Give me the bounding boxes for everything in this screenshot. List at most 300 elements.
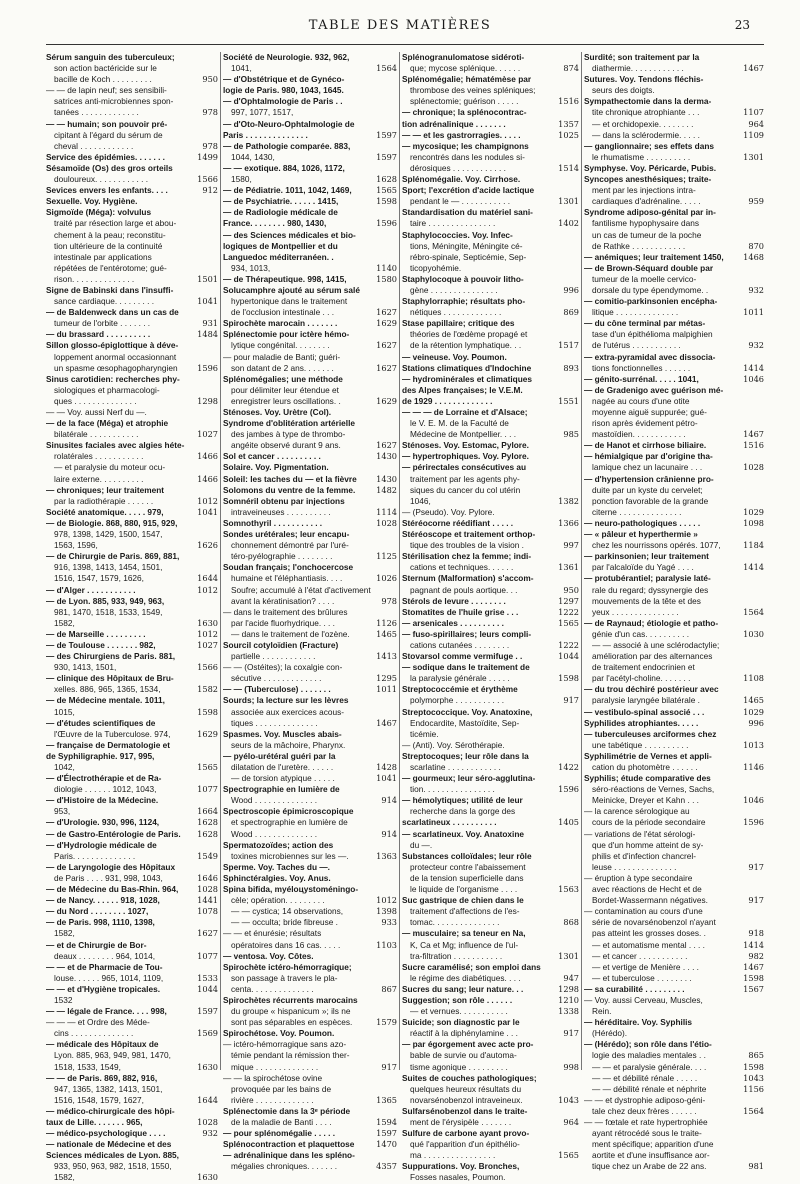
entry-text: — d'Urologie. 930, 996, 1124, <box>46 817 160 828</box>
index-entry <box>223 141 397 152</box>
entry-text: rencontrés dans les nodules si- <box>410 151 525 162</box>
entry-text: — de Médecine du Bas-Rhin. 964, <box>46 884 179 895</box>
entry-page-ref: 1629 <box>376 318 397 329</box>
entry-text: logie des maladies mentales . . <box>592 1050 706 1061</box>
entry-page-ref: 1043 <box>558 1094 579 1105</box>
entry-text: paralysie laryngée bilatérale . <box>592 695 700 706</box>
index-entry <box>223 1095 397 1106</box>
index-entry <box>402 917 579 928</box>
entry-page-ref: 1566 <box>197 174 218 185</box>
index-entry <box>402 862 579 873</box>
entry-page-ref: 1103 <box>376 939 397 950</box>
entry-page-ref: 1402 <box>558 218 579 229</box>
entry-page-ref: 1414 <box>743 939 764 950</box>
entry-text: Streptococcémie et érythème <box>402 684 518 695</box>
entry-text: — — et de Pharmacie de Tou- <box>46 961 163 972</box>
index-entry <box>46 130 218 141</box>
index-entry <box>402 806 579 817</box>
entry-page-ref: 1414 <box>743 562 764 573</box>
entry-page-ref: 1028 <box>197 884 218 895</box>
entry-text: — d'Oto-Neuro-Ophtalmologie de <box>223 118 355 129</box>
entry-text: — de Gradenigo avec guérison mé- <box>584 384 724 395</box>
index-entry <box>223 1006 397 1017</box>
index-entry <box>402 973 579 984</box>
entry-text: par la radiothérapie . . . . . . <box>54 495 154 506</box>
entry-text: témie pendant la rémission ther- <box>231 1050 350 1061</box>
index-entry <box>402 174 579 185</box>
index-entry <box>46 407 218 418</box>
entry-text: tion ultérieure de la continuité <box>54 240 163 251</box>
index-entry <box>46 340 218 351</box>
index-entry <box>46 85 218 96</box>
entry-text: — et cancer . . . . . . . . . . . <box>592 950 688 961</box>
index-entry <box>402 540 579 551</box>
entry-text: — pour maladie de Banti; guéri- <box>223 351 341 362</box>
entry-text: — et de Chirurgie de Bor- <box>46 939 147 950</box>
index-entry <box>584 385 764 396</box>
entry-text: — — — et Ordre des Méde- <box>46 1017 150 1028</box>
entry-text: Endocardite, Mastoïdite, Sep- <box>410 717 520 728</box>
index-entry <box>46 352 218 363</box>
index-columns <box>46 52 764 1183</box>
index-entry <box>223 884 397 895</box>
entry-text: mouvements de la tête et des <box>592 595 701 606</box>
entry-text: Lyon. 885, 963, 949, 981, 1470, <box>54 1050 171 1061</box>
index-entry <box>223 1106 397 1117</box>
index-entry <box>584 374 764 385</box>
entry-text: 934, 1013, <box>231 262 271 273</box>
index-entry <box>402 1006 579 1017</box>
entry-text: scarlatine . . . . . . . . . . . . <box>410 762 501 772</box>
index-entry <box>402 152 579 163</box>
index-entry <box>46 751 218 762</box>
entry-text: Sciences médicales de Lyon. 885, <box>46 1150 179 1161</box>
index-entry <box>223 363 397 374</box>
index-entry <box>584 363 764 374</box>
index-entry <box>402 551 579 562</box>
entry-text: — de torsion atypique . . . . . <box>231 773 335 784</box>
entry-text: avant la kératinisation? . . . . <box>231 595 335 606</box>
entry-text: — — exotique. 884, 1026, 1172, <box>223 162 345 173</box>
entry-text: tumeur de la moelle cervico- <box>592 273 697 284</box>
entry-text: — (Pseudo). Voy. Pylore. <box>402 506 495 517</box>
index-entry <box>223 241 397 252</box>
index-entry <box>223 440 397 451</box>
entry-text: — française de Dermatologie et <box>46 739 171 750</box>
index-entry <box>46 152 218 163</box>
index-entry <box>46 119 218 130</box>
entry-text: par l'acétyl-choline. . . . . . . <box>592 673 691 684</box>
entry-page-ref: 978 <box>202 107 218 118</box>
index-entry <box>223 1161 397 1172</box>
index-entry <box>584 1017 764 1028</box>
index-entry <box>584 751 764 762</box>
entry-text: 1582, <box>54 1172 75 1183</box>
index-entry <box>584 329 764 340</box>
entry-text: Sternum (Malformation) s'accom- <box>402 573 534 584</box>
entry-text: Soleil: les taches du — et la fièvre <box>223 473 357 484</box>
index-entry <box>46 241 218 252</box>
index-entry <box>584 440 764 451</box>
index-entry <box>584 119 764 130</box>
index-entry <box>584 629 764 640</box>
entry-text: centa. . . . . . . . . . . . . . <box>231 983 314 994</box>
column-divider <box>399 52 400 1070</box>
index-entry <box>223 107 397 118</box>
index-entry <box>402 995 579 1006</box>
index-entry <box>46 862 218 873</box>
entry-page-ref: 1579 <box>376 1017 397 1028</box>
entry-page-ref: 914 <box>381 795 397 806</box>
entry-text: cours de la période secondaire <box>592 817 706 828</box>
entry-text: — de Pathologie comparée. 883, <box>223 140 351 151</box>
index-entry <box>402 629 579 640</box>
index-entry <box>584 940 764 951</box>
entry-text: — ganglionnaire; ses effets dans <box>584 140 715 151</box>
entry-text: ment par les injections intra- <box>592 185 696 196</box>
entry-text: — la carence sérologique au <box>584 806 690 817</box>
index-entry <box>46 485 218 496</box>
entry-text: deaux . . . . . . . . 964, 1014, <box>54 950 156 961</box>
entry-text: cardiaques d'adrénaline. . . . . <box>592 196 701 207</box>
entry-text: Bordet-Wassermann négatives. <box>592 895 708 906</box>
index-entry <box>584 396 764 407</box>
entry-page-ref: 1644 <box>197 1094 218 1105</box>
entry-page-ref: 1146 <box>743 762 764 772</box>
index-entry <box>46 1062 218 1073</box>
entry-text: — médico-chirurgicale des hôpi- <box>46 1105 175 1116</box>
index-entry <box>223 607 397 618</box>
index-entry <box>46 1039 218 1050</box>
entry-page-ref: 1565 <box>558 617 579 628</box>
index-entry <box>46 374 218 385</box>
entry-text: — d'Électrothérapie et de Ra- <box>46 773 162 784</box>
index-entry <box>46 618 218 629</box>
index-entry <box>584 174 764 185</box>
index-entry <box>402 884 579 895</box>
index-entry <box>223 640 397 651</box>
entry-text: Soudan français; l'onchocercose <box>223 562 354 573</box>
index-entry <box>223 940 397 951</box>
index-entry <box>46 307 218 318</box>
entry-page-ref: 1398 <box>376 906 397 917</box>
index-entry <box>46 1161 218 1172</box>
entry-page-ref: 1301 <box>558 196 579 207</box>
index-entry <box>402 507 579 518</box>
index-entry <box>223 252 397 263</box>
index-entry <box>584 207 764 218</box>
entry-page-ref: 1363 <box>376 850 397 861</box>
entry-text: — de la face (Méga) et atrophie <box>46 418 169 429</box>
index-entry <box>46 396 218 407</box>
entry-text: Splénomégalies; une méthode <box>223 373 343 384</box>
entry-page-ref: 1580 <box>376 273 397 284</box>
entry-text: Solaire. Voy. Pigmentation. <box>223 462 329 473</box>
index-entry <box>584 540 764 551</box>
entry-text: moyenne aiguë suppurée; gué- <box>592 407 707 417</box>
entry-text: — de Laryngologie des Hôpitaux <box>46 861 176 872</box>
index-entry <box>402 429 579 440</box>
entry-text: dilatation de l'uretère. . . . . . <box>231 762 334 772</box>
entry-text: 1044, 1430, <box>231 151 275 162</box>
entry-text: — de Lyon. 885, 933, 949, 963, <box>46 595 165 606</box>
entry-page-ref: 917 <box>748 895 764 906</box>
entry-text: — — de lapin neuf; ses sensibili- <box>46 85 167 96</box>
entry-text: — fuso-spirillaires; leurs compli- <box>402 628 532 639</box>
entry-page-ref: 912 <box>202 185 218 196</box>
index-entry <box>402 1128 579 1139</box>
entry-text: taux de Lille. . . . . . . 965, <box>46 1117 143 1127</box>
index-entry <box>402 241 579 252</box>
entry-text: 981, 1470, 1518, 1533, 1549, <box>54 606 163 617</box>
entry-page-ref: 1628 <box>197 828 218 839</box>
index-entry <box>46 1028 218 1039</box>
index-entry <box>402 562 579 573</box>
entry-text: des Alpes françaises; le V.E.M. <box>402 384 523 395</box>
entry-text: amélioration par des alternances <box>592 651 713 662</box>
index-entry <box>402 374 579 385</box>
entry-page-ref: 1597 <box>376 1128 397 1139</box>
entry-page-ref: 1430 <box>376 451 397 462</box>
entry-text: — du Nord . . . . . . . . 1027, <box>46 906 149 917</box>
entry-page-ref: 4357 <box>376 1161 397 1172</box>
index-entry <box>46 496 218 507</box>
index-entry <box>46 163 218 174</box>
entry-page-ref: 1114 <box>376 506 397 517</box>
index-entry <box>46 917 218 928</box>
index-entry <box>46 585 218 596</box>
index-entry <box>223 207 397 218</box>
index-entry <box>584 1006 764 1017</box>
entry-text: Splénogranulomatose sidéroti- <box>402 52 525 62</box>
entry-page-ref: 874 <box>563 63 579 74</box>
entry-page-ref: 1598 <box>743 1061 764 1072</box>
entry-text: Syphilides atrophiantes. . . . . <box>584 717 699 728</box>
index-column-2 <box>223 52 397 1172</box>
index-entry <box>402 63 579 74</box>
entry-page-ref: 1627 <box>376 362 397 373</box>
entry-page-ref: 1565 <box>197 762 218 772</box>
index-entry <box>584 695 764 706</box>
entry-page-ref: 917 <box>563 1028 579 1039</box>
index-entry <box>402 340 579 351</box>
entry-text: — « pâleur et hyperthermie » <box>584 529 698 540</box>
index-entry <box>223 1084 397 1095</box>
entry-text: — par égorgement avec acte pro- <box>402 1039 534 1050</box>
index-entry <box>402 729 579 740</box>
entry-text: — périrectales consécutives au <box>402 462 527 473</box>
index-entry <box>46 695 218 706</box>
entry-text: Streptocoques; leur rôle dans la <box>402 750 529 761</box>
index-entry <box>46 1017 218 1028</box>
entry-text: Standardisation du matériel sani- <box>402 207 533 218</box>
entry-text: gène . . . . . . . . . . . . . . . <box>410 284 498 295</box>
entry-text: 1580, <box>231 174 252 185</box>
entry-text: tions fonctionnelles . . . . . . <box>592 362 691 373</box>
index-entry <box>402 840 579 851</box>
index-entry <box>402 596 579 607</box>
entry-text: Spirochètes récurrents marocains <box>223 994 358 1005</box>
entry-page-ref: 1029 <box>743 706 764 717</box>
index-entry <box>223 285 397 296</box>
entry-text: Meinicke, Dreyer et Kahn . . . <box>592 795 699 806</box>
entry-text: — dans le traitement des brûlures <box>223 606 348 617</box>
index-entry <box>402 928 579 939</box>
entry-text: — de Pédiatrie. 1011, 1042, 1469, <box>223 185 352 196</box>
index-entry <box>402 496 579 507</box>
index-entry <box>46 1106 218 1117</box>
entry-page-ref: 1501 <box>197 273 218 284</box>
index-column-1 <box>46 52 218 1183</box>
index-entry <box>402 1117 579 1128</box>
index-entry <box>584 1150 764 1161</box>
entry-text: Stérilisation chez la femme; indi- <box>402 551 532 562</box>
index-entry <box>223 751 397 762</box>
entry-page-ref: 1027 <box>197 639 218 650</box>
index-entry <box>223 740 397 751</box>
entry-text: 1516, 1548, 1579, 1627, <box>54 1094 144 1105</box>
index-entry <box>584 673 764 684</box>
index-entry <box>223 596 397 607</box>
index-entry <box>223 562 397 573</box>
entry-text: 1041, <box>231 63 252 74</box>
index-entry <box>46 995 218 1006</box>
entry-text: chement à la peau; reconstitu- <box>54 229 166 240</box>
entry-page-ref: 932 <box>748 340 764 351</box>
entry-text: — hémialgique par d'origine tha- <box>584 451 713 462</box>
index-entry <box>584 640 764 651</box>
entry-page-ref: 1430 <box>376 473 397 484</box>
index-entry <box>46 329 218 340</box>
entry-text: Sondes urétérales; leur encapu- <box>223 529 350 540</box>
entry-text: Spina bifida, myéloцystoméningo- <box>223 884 359 895</box>
entry-text: — (Anti). Voy. Sérothérapie. <box>402 739 505 750</box>
entry-text: — hydrominérales et climatiques <box>402 373 533 384</box>
index-entry <box>223 63 397 74</box>
entry-text: angéite observé durant 9 ans. <box>231 440 341 451</box>
index-entry <box>223 695 397 706</box>
entry-page-ref: 1222 <box>558 606 579 617</box>
entry-page-ref: 1626 <box>197 540 218 551</box>
entry-page-ref: 1627 <box>376 340 397 351</box>
index-entry <box>402 130 579 141</box>
entry-page-ref: 950 <box>202 74 218 85</box>
entry-text: Médecine de Montpellier. . . . <box>410 429 517 440</box>
entry-text: théories de l'œdème propagé et <box>410 329 528 340</box>
index-entry <box>223 729 397 740</box>
entry-page-ref: 870 <box>748 240 764 251</box>
entry-page-ref: 1627 <box>376 307 397 318</box>
index-entry <box>402 640 579 651</box>
index-entry <box>402 1073 579 1084</box>
entry-text: logiques de Montpellier et du <box>223 240 338 251</box>
entry-page-ref: 1301 <box>558 950 579 961</box>
entry-text: — de Chirurgie de Paris. 869, 881, <box>46 551 180 562</box>
entry-text: — musculaire; sa teneur en Na, <box>402 928 526 939</box>
entry-page-ref: 1467 <box>743 63 764 74</box>
entry-text: cations et techniques. . . . . . <box>410 562 514 573</box>
entry-text: nagée au cours d'une otite <box>592 395 690 406</box>
index-entry <box>223 873 397 884</box>
index-entry <box>402 141 579 152</box>
entry-text: mique . . . . . . . . . . . . . . <box>231 1061 319 1072</box>
entry-text: fantilisme hypophysaire dans <box>592 218 699 229</box>
index-entry <box>584 895 764 906</box>
entry-page-ref: 1025 <box>558 129 579 140</box>
entry-text: lamique chez un lacunaire . . . <box>592 462 703 473</box>
index-entry <box>402 363 579 374</box>
entry-text: un cas de tumeur de la poche <box>592 229 702 240</box>
entry-text: Splénectomie pour ictère hémo- <box>223 329 350 340</box>
entry-text: 1582, <box>54 617 75 628</box>
entry-page-ref: 1012 <box>197 584 218 595</box>
page-title: TABLE DES MATIÈRES <box>308 18 492 33</box>
index-entry <box>584 1139 764 1150</box>
entry-text: — — fœtale et rate hypertrophiée <box>584 1117 708 1127</box>
entry-text: ticopyohémie. <box>410 262 462 273</box>
entry-text: Société de Neurologie. 932, 962, <box>223 52 350 62</box>
index-entry <box>402 474 579 485</box>
entry-text: pendant le — . . . . . . . . . . . <box>410 196 511 207</box>
entry-page-ref: 1028 <box>376 517 397 528</box>
entry-text: Sourds; la lecture sur les lèvres <box>223 695 349 706</box>
entry-text: — et tuberculose . . . . . . . . <box>592 972 692 983</box>
entry-text: — adrénalinique dans les spléno- <box>223 1150 355 1161</box>
entry-text: seurs de la mâchoire, Pharynx. <box>231 739 346 750</box>
page-header <box>0 18 800 40</box>
entry-text: — de Baldenweck dans un cas de <box>46 307 179 318</box>
entry-text: traité par résection large et abou- <box>54 218 177 229</box>
index-entry <box>402 396 579 407</box>
index-entry <box>584 1095 764 1106</box>
entry-text: cations cutanées . . . . . . . . <box>410 639 510 650</box>
index-entry <box>402 607 579 618</box>
entry-page-ref: 1499 <box>197 151 218 162</box>
entry-text: K, Ca et Mg; influence de l'ul- <box>410 939 519 950</box>
index-entry <box>402 274 579 285</box>
entry-text: sécutive . . . . . . . . . . . . . <box>231 673 322 684</box>
entry-text: partielle . . . . . . . . . . . . <box>231 651 316 662</box>
entry-text: rivière . . . . . . . . . . . . . <box>231 1094 314 1105</box>
index-entry <box>223 817 397 828</box>
entry-text: pas atteint les grosses doses. . <box>592 928 706 939</box>
entry-text: — de Biologie. 868, 880, 915, 929, <box>46 517 178 528</box>
index-entry <box>402 207 579 218</box>
entry-text: Paris . . . . . . . . . . . . . . <box>223 129 308 140</box>
index-entry <box>46 518 218 529</box>
entry-page-ref: 869 <box>563 307 579 318</box>
index-entry <box>46 429 218 440</box>
index-entry <box>46 662 218 673</box>
entry-text: — hémolytiques; utilité de leur <box>402 795 523 806</box>
entry-text: — — de Paris. 869, 882, 916, <box>46 1072 158 1083</box>
entry-text: — arsenicales . . . . . . . . . . <box>402 617 504 628</box>
index-entry <box>584 274 764 285</box>
entry-text: — — et débilité rénale . . . . . <box>592 1072 698 1083</box>
index-entry <box>584 218 764 229</box>
entry-page-ref: 1077 <box>197 950 218 961</box>
index-entry <box>223 1150 397 1161</box>
index-entry <box>223 1128 397 1139</box>
index-entry <box>402 296 579 307</box>
entry-text: opératoires dans 16 cas. . . . . <box>231 939 341 950</box>
index-entry <box>584 651 764 662</box>
entry-text: — ventosa. Voy. Côtes. <box>223 950 314 961</box>
entry-text: splénectomie; guérison . . . . . <box>410 96 519 107</box>
index-entry <box>584 573 764 584</box>
index-entry <box>402 751 579 762</box>
entry-page-ref: 1598 <box>376 196 397 207</box>
